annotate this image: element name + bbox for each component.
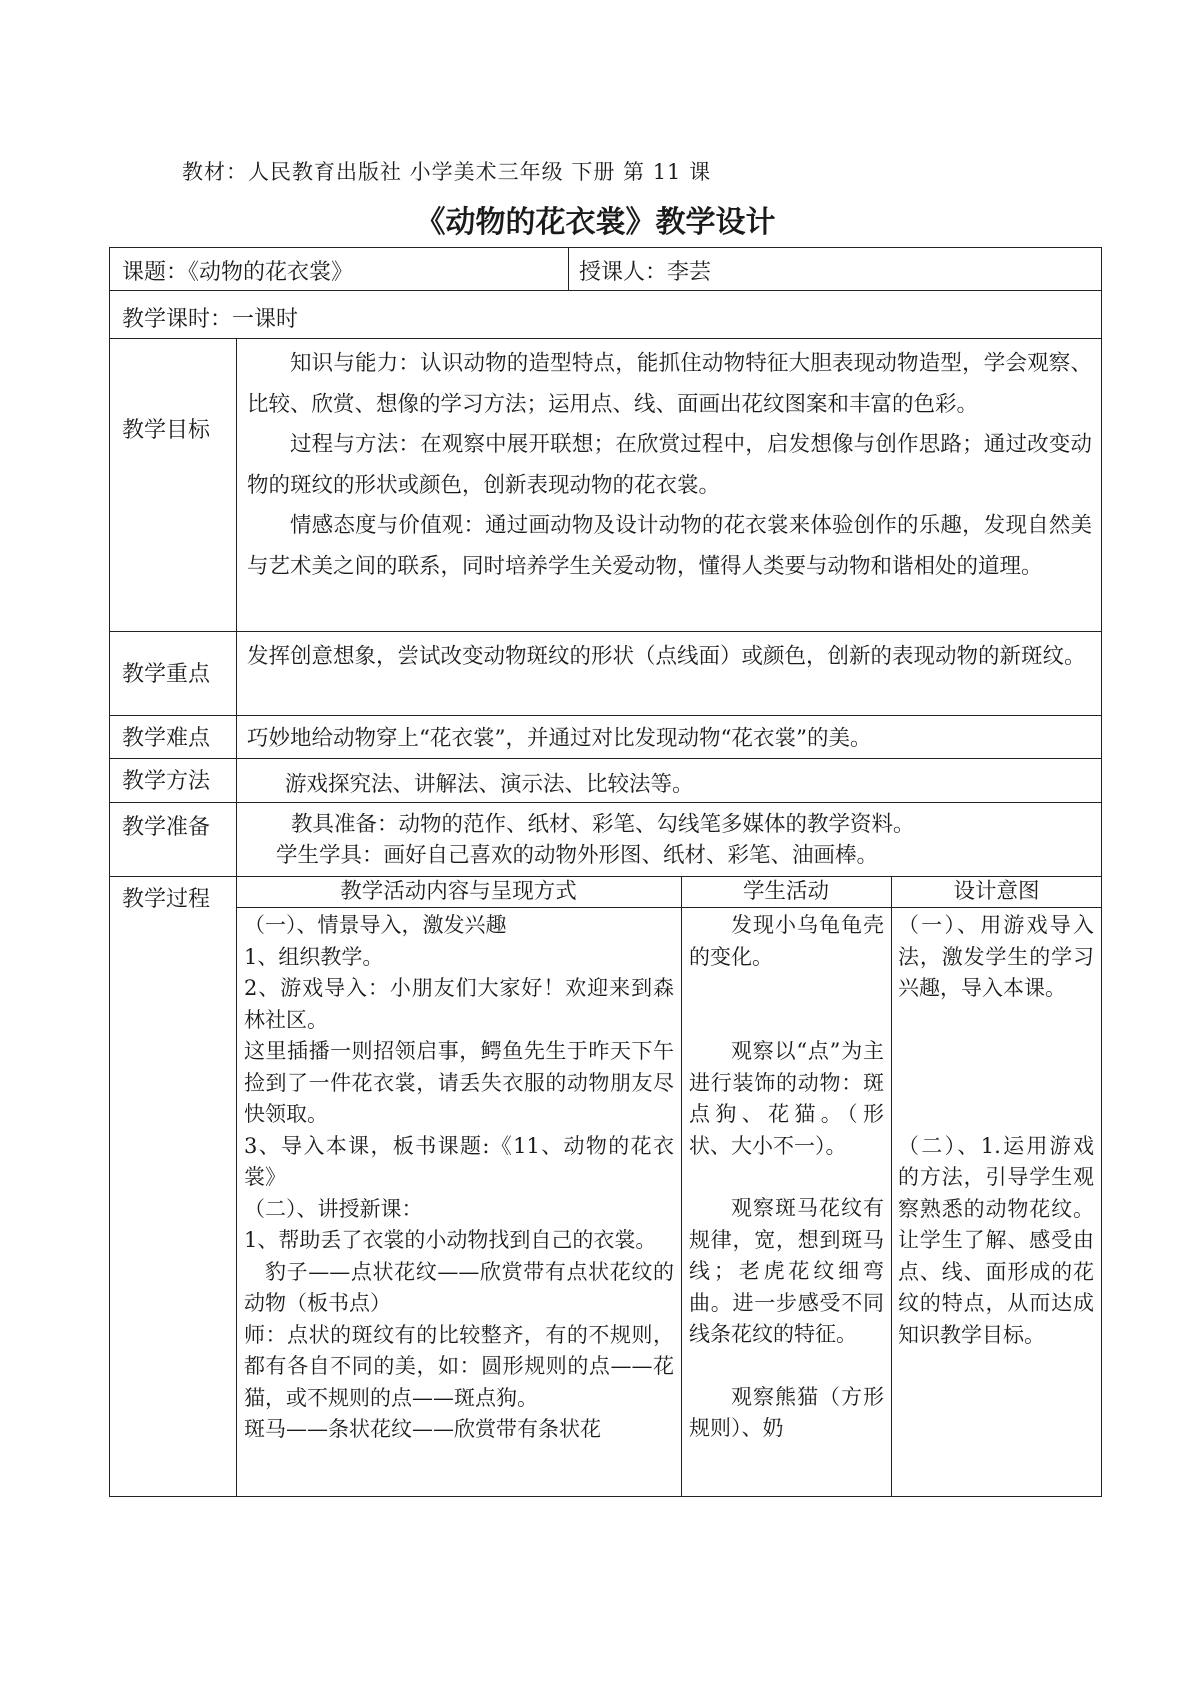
student-activity: 观察熊猫（方形规则）、奶 [689,1384,884,1440]
content-item: 斑马——条状花纹——欣赏带有条状花 [244,1417,601,1441]
method-label: 教学方法 [122,769,211,794]
table-rule [109,715,1102,716]
process-intent-column [898,910,1094,1495]
process-col-header-content: 教学活动内容与呈现方式 [340,879,577,904]
table-rule [236,338,237,1497]
content-item: 1、组织教学。 [244,944,384,969]
process-label: 教学过程 [122,887,211,912]
content-section-1-title: （一）、情景导入，激发兴趣 [244,913,507,937]
difficulty-label: 教学难点 [122,726,211,751]
table-rule [236,907,1102,908]
student-activity: 发现小乌龟龟壳的变化。 [689,913,884,969]
table-rule [681,876,682,1497]
objectives-content [247,344,1092,587]
lesson-topic: 课题：《动物的花衣裳》 [122,260,354,285]
lesson-hours: 教学课时：一课时 [122,307,299,332]
preparation-line-1: 教具准备：动物的范作、纸材、彩笔、勾线笔多媒体的教学资料。 [291,812,915,837]
lesson-teacher: 授课人：李芸 [579,260,712,285]
textbook-info: 教材：人民教育出版社 小学美术三年级 下册 第 11 课 [182,160,712,184]
key-points-label: 教学重点 [122,662,211,687]
objective-process: 过程与方法：在观察中展开联想；在欣赏过程中，启发想像与创作思路；通过改变动物的斑纹的形状或颜色，创新表现动物的花衣裳。 [247,432,1092,498]
content-item: 师：点状的斑纹有的比较整齐，有的不规则，都有各自不同的美，如：圆形规则的点——花猫，或不规则的点——斑点狗。 [244,1322,674,1410]
objective-knowledge: 知识与能力：认识动物的造型特点，能抓住动物特征大胆表现动物造型，学会观察、比较、欣赏、想像的学习方法；运用点、线、面画出花纹图案和丰富的色彩。 [247,351,1092,417]
table-rule [109,338,1102,339]
table-rule [109,290,1102,291]
table-rule [109,802,1102,803]
preparation-label: 教学准备 [122,815,211,840]
process-col-header-intent: 设计意图 [953,879,1040,904]
content-item: 2、游戏导入：小朋友们大家好！欢迎来到森林社区。 [244,976,674,1032]
design-intent: （一）、用游戏导入法，激发学生的学习兴趣，导入本课。 [898,913,1094,1000]
table-rule [109,631,1102,632]
key-points-text: 发挥创意想象，尝试改变动物斑纹的形状（点线面）或颜色，创新的表现动物的新斑纹。 [247,644,1086,669]
table-rule [109,758,1102,759]
student-activity: 观察以“点”为主进行装饰的动物：斑点狗、花猫。（形状、大小不一）。 [689,1039,884,1158]
objectives-label: 教学目标 [122,418,211,443]
content-item: 这里插播一则招领启事，鳄鱼先生于昨天下午捡到了一件花衣裳，请丢失衣服的动物朋友尽快领取。 [244,1039,674,1126]
difficulty-text: 巧妙地给动物穿上“花衣裳”，并通过对比发现动物“花衣裳”的美。 [247,726,872,751]
process-content-column [244,910,674,1495]
content-item: 1、帮助丢了衣裳的小动物找到自己的衣裳。 [244,1228,657,1252]
page-title: 《动物的花衣裳》教学设计 [415,205,776,240]
content-section-2-title: （二）、讲授新课： [244,1196,423,1221]
preparation-line-2: 学生学具：画好自己喜欢的动物外形图、纸材、彩笔、油画棒。 [276,843,879,868]
design-intent: （二）、1.运用游戏的方法，引导学生观察熟悉的动物花纹。让学生了解、感受由点、线、面形成的花纹的特点，从而达成知识教学目标。 [898,1133,1094,1347]
content-item: 豹子——点状花纹——欣赏带有点状花纹的动物（板书点） [244,1259,674,1315]
student-activity: 观察斑马花纹有规律，宽，想到斑马线；老虎花纹细弯曲。进一步感受不同线条花纹的特征。 [689,1196,884,1346]
table-rule [891,876,892,1497]
method-text: 游戏探究法、讲解法、演示法、比较法等。 [285,772,694,797]
content-item: 3、导入本课，板书课题:《11、动物的花衣裳》 [244,1133,674,1189]
process-col-header-student: 学生活动 [742,879,829,904]
objective-attitude: 情感态度与价值观：通过画动物及设计动物的花衣裳来体验创作的乐趣，发现自然美与艺术美之间的联系，同时培养学生关爱动物，懂得人类要与动物和谐相处的道理。 [247,513,1092,579]
process-student-column [689,910,884,1495]
table-rule [568,247,569,290]
